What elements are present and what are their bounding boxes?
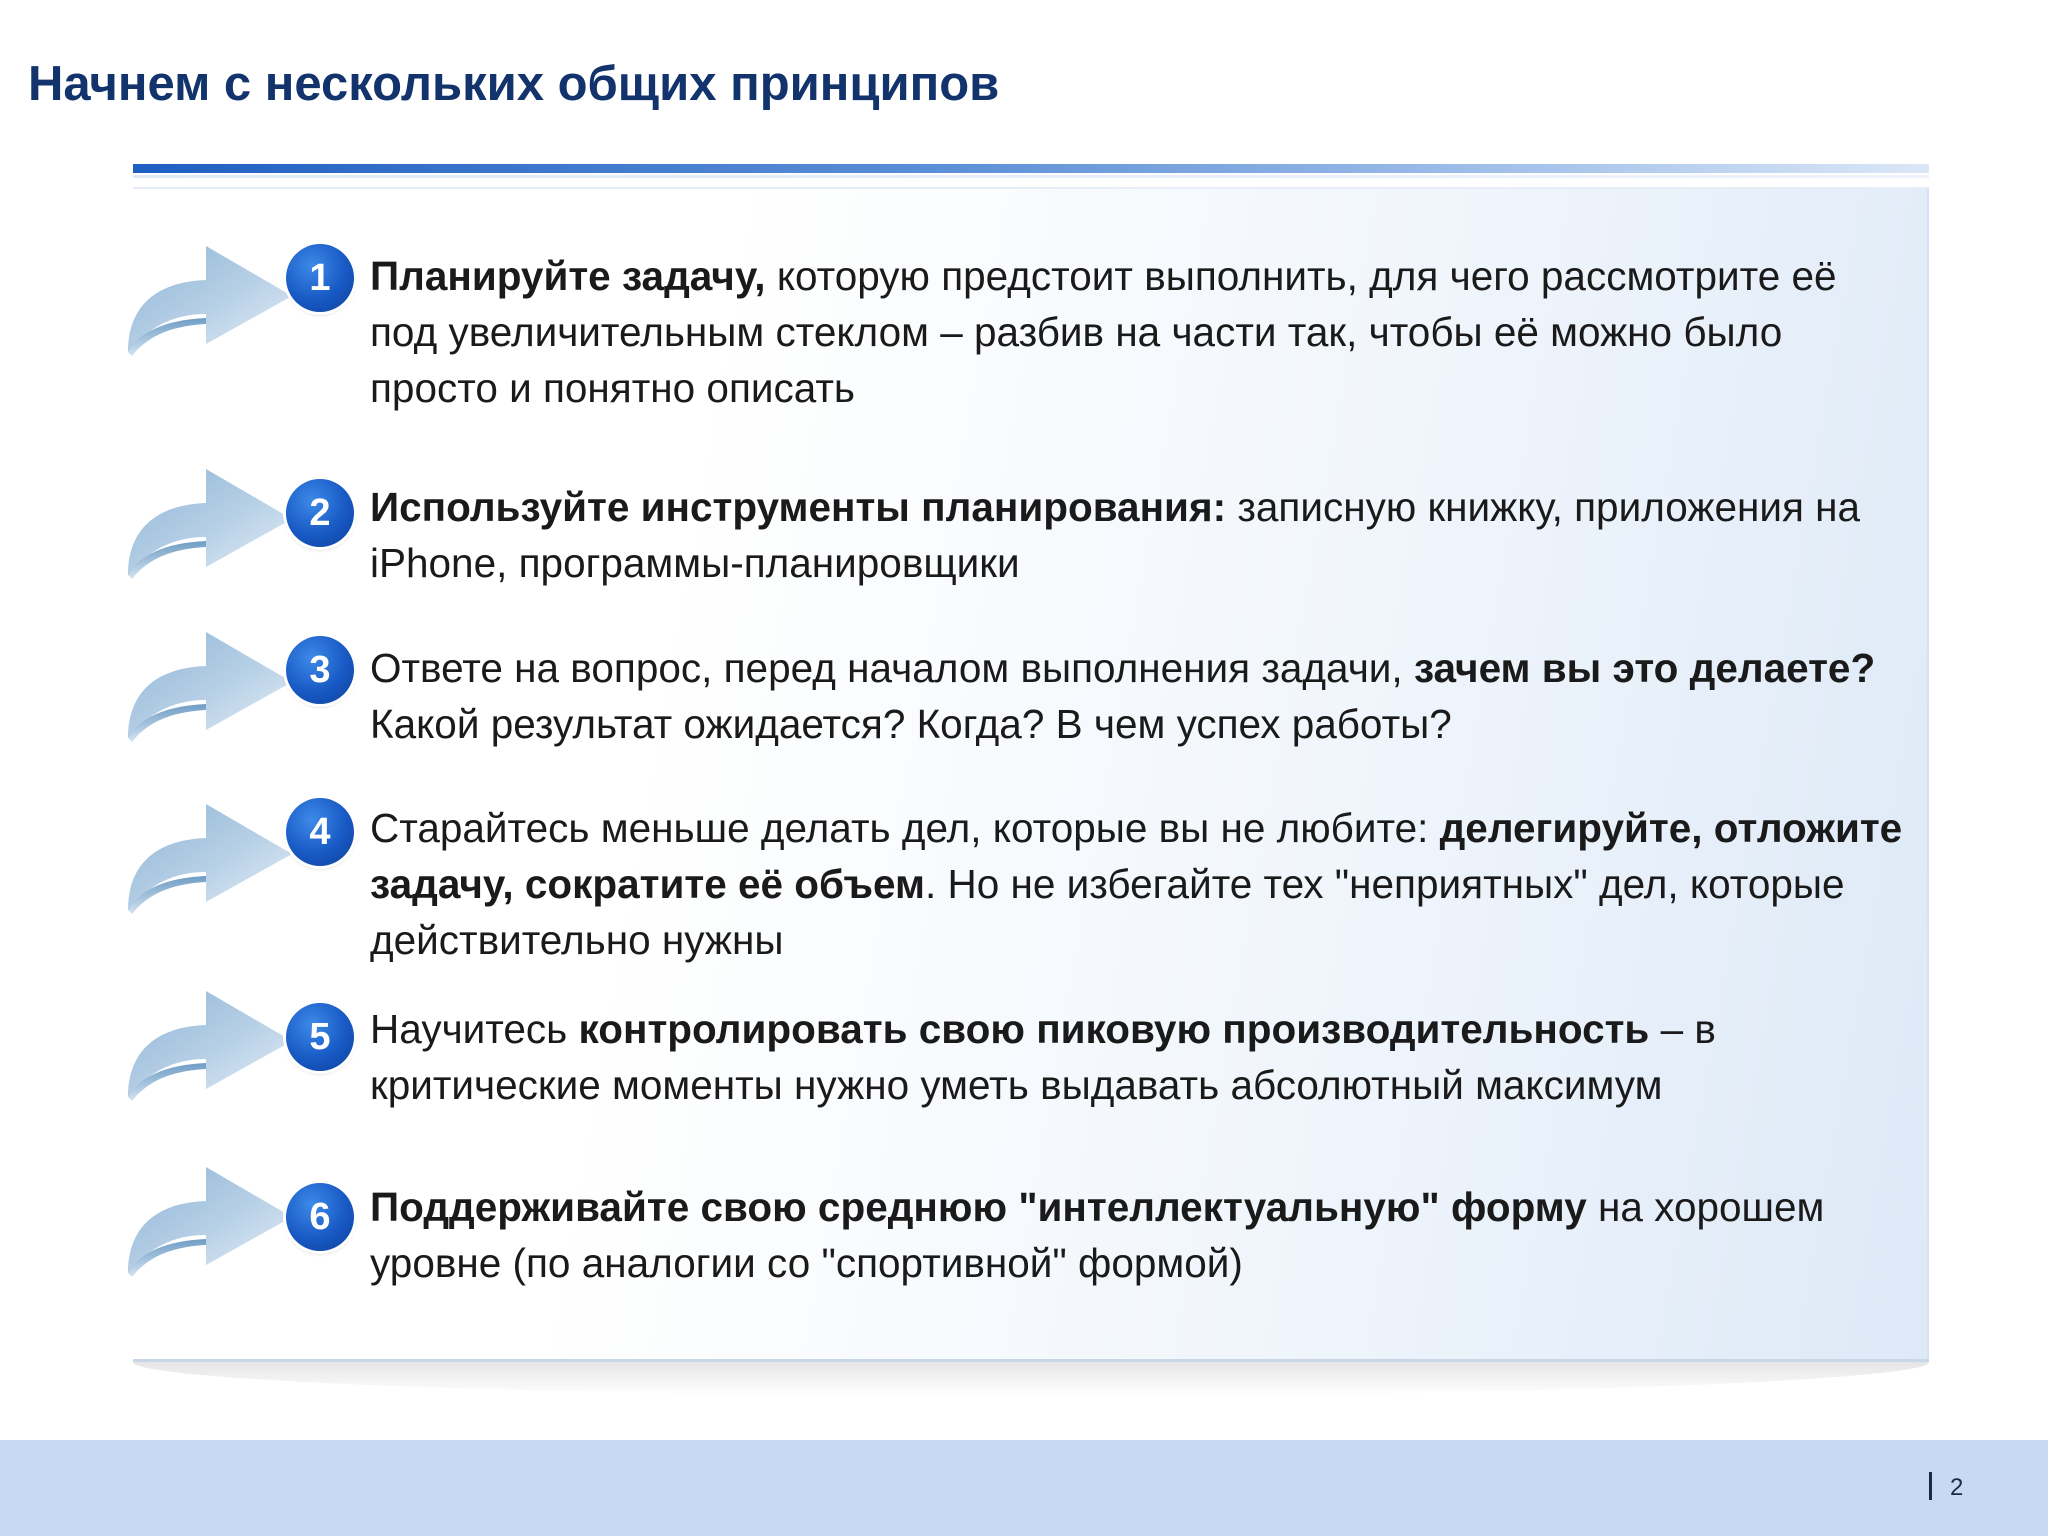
principle-text bbox=[370, 479, 1910, 591]
principle-emphasis: контролировать свою пиковую производительность bbox=[578, 1006, 1650, 1052]
principle-segment: . Но не избегайте тех "неприятных" дел, которые действительно нужны bbox=[370, 861, 1845, 963]
curved-arrow-icon bbox=[122, 618, 302, 750]
number-badge: 4 bbox=[286, 798, 354, 866]
title-underline bbox=[133, 164, 1929, 173]
principle-text bbox=[370, 800, 1910, 968]
principle-text bbox=[370, 248, 1910, 416]
curved-arrow-icon bbox=[122, 1153, 302, 1285]
principle-text bbox=[370, 1179, 1910, 1291]
number-badge: 2 bbox=[286, 479, 354, 547]
principle-segment: Старайтесь меньше делать дел, которые вы не любите: bbox=[370, 805, 1440, 851]
title-underline-secondary bbox=[133, 175, 1929, 178]
principle-segment: Ответе на вопрос, перед началом выполнения задачи, bbox=[370, 645, 1414, 691]
principle-segment: Какой результат ожидается? Когда? В чем успех работы? bbox=[370, 701, 1452, 747]
principle-segment: – в критические моменты нужно уметь выдавать абсолютный максимум bbox=[370, 1006, 1716, 1108]
principle-segment: записную книжку, приложения на iPhone, программы-планировщики bbox=[370, 484, 1861, 586]
principle-segment: Научитесь bbox=[370, 1006, 579, 1052]
slide-title: Начнем с нескольких общих принципов bbox=[28, 57, 1000, 111]
number-badge: 3 bbox=[286, 636, 354, 704]
panel-shadow bbox=[133, 1362, 1929, 1396]
principle-emphasis: Поддерживайте свою среднюю "интеллектуальную" форму bbox=[370, 1184, 1587, 1230]
principle-emphasis: Используйте инструменты планирования: bbox=[370, 484, 1227, 530]
number-badge: 1 bbox=[286, 244, 354, 312]
number-badge: 5 bbox=[286, 1003, 354, 1071]
principle-text bbox=[370, 1001, 1910, 1113]
curved-arrow-icon bbox=[122, 455, 302, 587]
principle-emphasis: зачем вы это делаете? bbox=[1413, 645, 1876, 691]
principle-emphasis: Планируйте задачу, bbox=[370, 253, 766, 299]
principle-segment: которую предстоит выполнить, для чего рассмотрите её под увеличительным стеклом – разбив на части так, чтобы её можно было просто и понятно описать bbox=[370, 253, 1837, 411]
number-badge: 6 bbox=[286, 1183, 354, 1251]
page-number-divider bbox=[1929, 1472, 1932, 1500]
footer-bar bbox=[0, 1440, 2048, 1536]
principle-text bbox=[370, 640, 1910, 752]
page-number: 2 bbox=[1950, 1474, 1964, 1501]
principle-emphasis: делегируйте, отложите задачу, сократите её объем bbox=[370, 805, 1903, 907]
curved-arrow-icon bbox=[122, 790, 302, 922]
curved-arrow-icon bbox=[122, 977, 302, 1109]
curved-arrow-icon bbox=[122, 232, 302, 364]
principle-segment: на хорошем уровне (по аналогии со "спортивной" формой) bbox=[370, 1184, 1825, 1286]
